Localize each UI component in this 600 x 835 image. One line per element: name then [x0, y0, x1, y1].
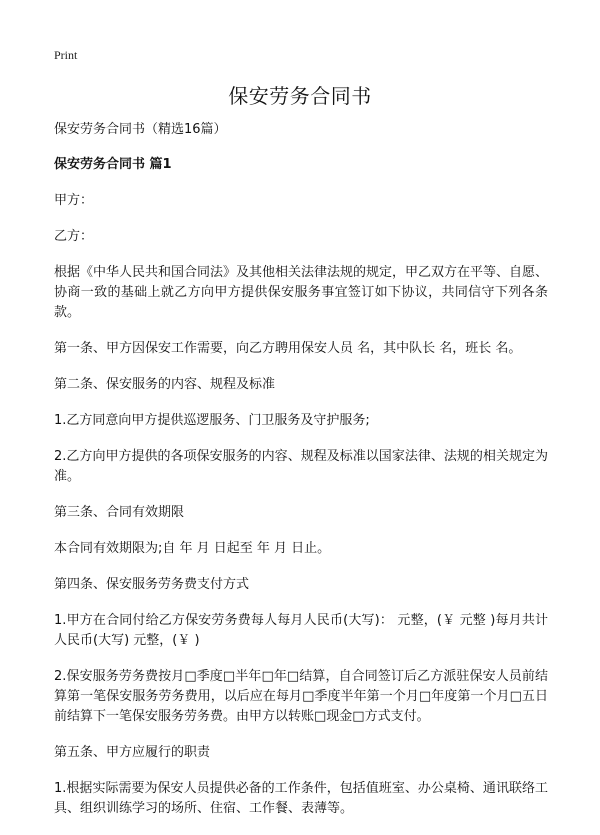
paragraph-article-3-heading: 第三条、合同有效期限 — [54, 505, 185, 520]
paragraph-article-2-item-2: 2.乙方向甲方提供的各项保安服务的内容、规程及标准以国家法律、法规的相关规定为准。 — [54, 449, 548, 484]
paragraph-party-a: 甲方： — [54, 193, 94, 208]
paragraph-article-4-heading: 第四条、保安服务劳务费支付方式 — [54, 577, 250, 592]
paragraph-party-b: 乙方： — [54, 229, 94, 244]
print-label: Print — [54, 48, 78, 62]
document-subtitle: 保安劳务合同书（精选16篇） — [54, 122, 227, 137]
paragraph-article-2-item-1: 1.乙方同意向甲方提供巡逻服务、门卫服务及守护服务; — [54, 413, 370, 428]
page-title: 保安劳务合同书 — [228, 84, 372, 108]
paragraph-preamble: 根据《中华人民共和国合同法》及其他相关法律法规的规定，甲乙双方在平等、自愿、协商一致的基础上就乙方向甲方提供保安服务事宜签订如下协议，共同信守下列各条款。 — [54, 265, 549, 320]
section-heading: 保安劳务合同书 篇1 — [54, 157, 172, 172]
paragraph-article-5-heading: 第五条、甲方应履行的职责 — [54, 745, 211, 760]
document-body — [54, 120, 548, 835]
paragraph-article-4-item-2: 2.保安服务劳务费按月□季度□半年□年□结算，自合同签订后乙方派驻保安人员前结算第一笔保安服务劳务费用，以后应在每月□季度半年第一个月□年度第一个月□五日前结算下一笔保安服务劳务费。由甲方以转账□现金□方式支付。 — [54, 669, 548, 724]
paragraph-article-5-item-1: 1.根据实际需要为保安人员提供必备的工作条件，包括值班室、办公桌椅、通讯联络工具、组织训练学习的场所、住宿、工作餐、表薄等。 — [54, 781, 548, 816]
paragraph-article-2-heading: 第二条、保安服务的内容、规程及标准 — [54, 377, 276, 392]
paragraph-article-1: 第一条、甲方因保安工作需要，向乙方聘用保安人员 名，其中队长 名，班长 名。 — [54, 341, 522, 356]
paragraph-article-4-item-1: 1.甲方在合同付给乙方保安劳务费每人每月人民币(大写)： 元整，(￥ 元整 )每月共计人民币(大写) 元整，(￥ ) — [54, 613, 548, 648]
paragraph-article-3-term: 本合同有效期限为;自 年 月 日起至 年 月 日止。 — [54, 541, 331, 556]
